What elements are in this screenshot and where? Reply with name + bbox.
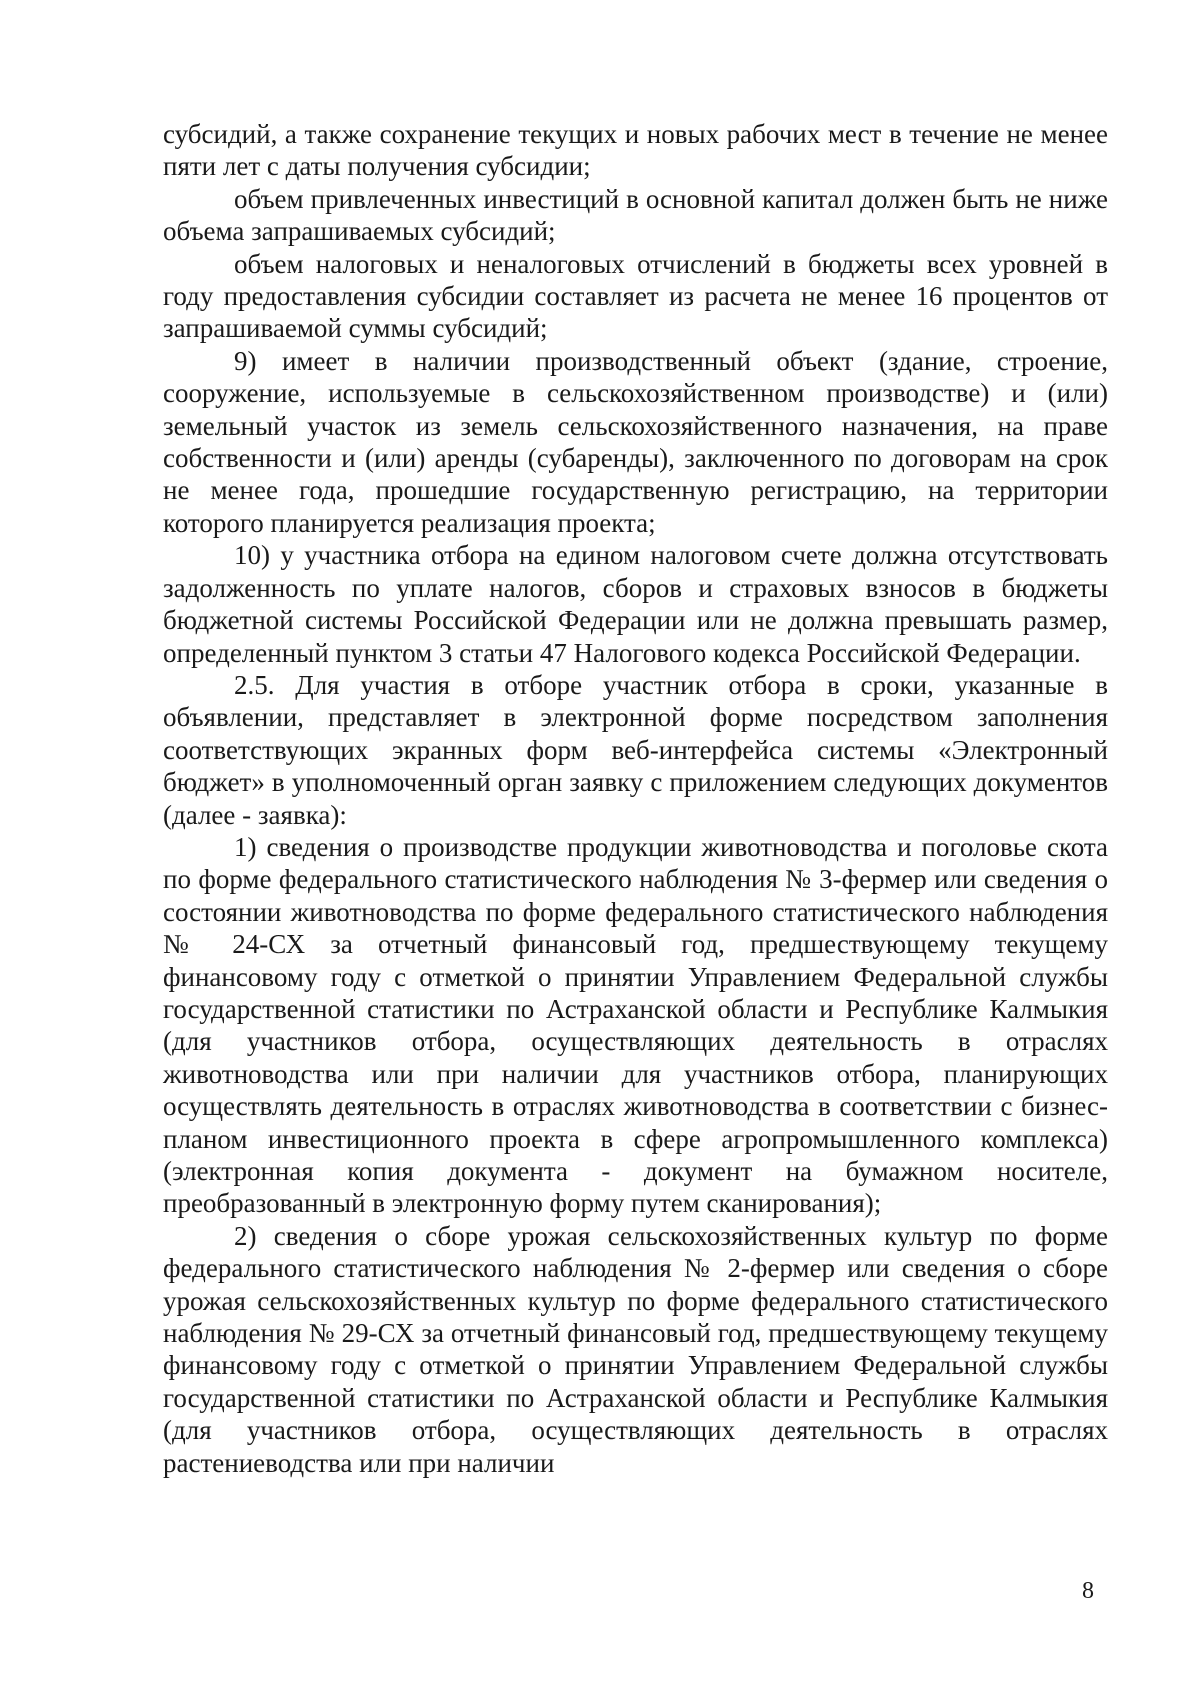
paragraph-doc-item-1: 1) сведения о производстве продукции животноводства и поголовье скота по форме федерального статистического наблюдения № 3-фермер или сведения о состоянии животноводства по форме федерального статистического наблюдения № 24-СХ за отчетный финансовый год, предшествующему текущему финансовому году с отметкой о принятии Управлением Федеральной службы государственной статистики по Астраханской области и Республике Калмыкия (для участников отбора, осуществляющих деятельность в отраслях животноводства или при наличии для участников отбора, планирующих осуществлять деятельность в отраслях животноводства в соответствии с бизнес-планом инвестиционного проекта в сфере агропромышленного комплекса) (электронная копия документа - документ на бумажном носителе, преобразованный в электронную форму путем сканирования);	[163, 831, 1108, 1219]
paragraph-continuation: субсидий, а также сохранение текущих и новых рабочих мест в течение не менее пяти лет с даты получения субсидии;	[163, 119, 1108, 182]
document-body	[163, 118, 1108, 1479]
paragraph-item-9: 9) имеет в наличии производственный объект (здание, строение, сооружение, используемые в сельскохозяйственном производстве) и (или) земельный участок из земель сельскохозяйственного назначения, на праве собственности и (или) аренды (субаренды), заключенного по договорам на срок не менее года, прошедшие государственную регистрацию, на территории которого планируется реализация проекта;	[163, 345, 1108, 538]
paragraph-tax-deductions: объем налоговых и неналоговых отчислений в бюджеты всех уровней в году предоставления субсидии составляет из расчета не менее 16 процентов от запрашиваемой суммы субсидий;	[163, 248, 1108, 344]
paragraph-investments: объем привлеченных инвестиций в основной капитал должен быть не ниже объема запрашиваемых субсидий;	[163, 183, 1108, 247]
paragraph-item-10: 10) у участника отбора на едином налоговом счете должна отсутствовать задолженность по уплате налогов, сборов и страховых взносов в бюджеты бюджетной системы Российской Федерации или не должна превышать размер, определенный пунктом 3 статьи 47 Налогового кодекса Российской Федерации.	[163, 540, 1108, 668]
paragraph-section-2-5: 2.5. Для участия в отборе участник отбора в сроки, указанные в объявлении, представляет в электронной форме посредством заполнения соответствующих экранных форм веб-интерфейса системы «Электронный бюджет» в уполномоченный орган заявку с приложением следующих документов (далее - заявка):	[163, 669, 1108, 830]
page-number: 8	[1082, 1578, 1094, 1604]
paragraph-doc-item-2: 2) сведения о сборе урожая сельскохозяйственных культур по форме федерального статистического наблюдения № 2-фермер или сведения о сборе урожая сельскохозяйственных культур по форме федерального статистического наблюдения № 29-СХ за отчетный финансовый год, предшествующему текущему финансовому году с отметкой о принятии Управлением Федеральной службы государственной статистики по Астраханской области и Республике Калмыкия (для участников отбора, осуществляющих деятельность в отраслях растениеводства или при наличии	[163, 1220, 1108, 1478]
